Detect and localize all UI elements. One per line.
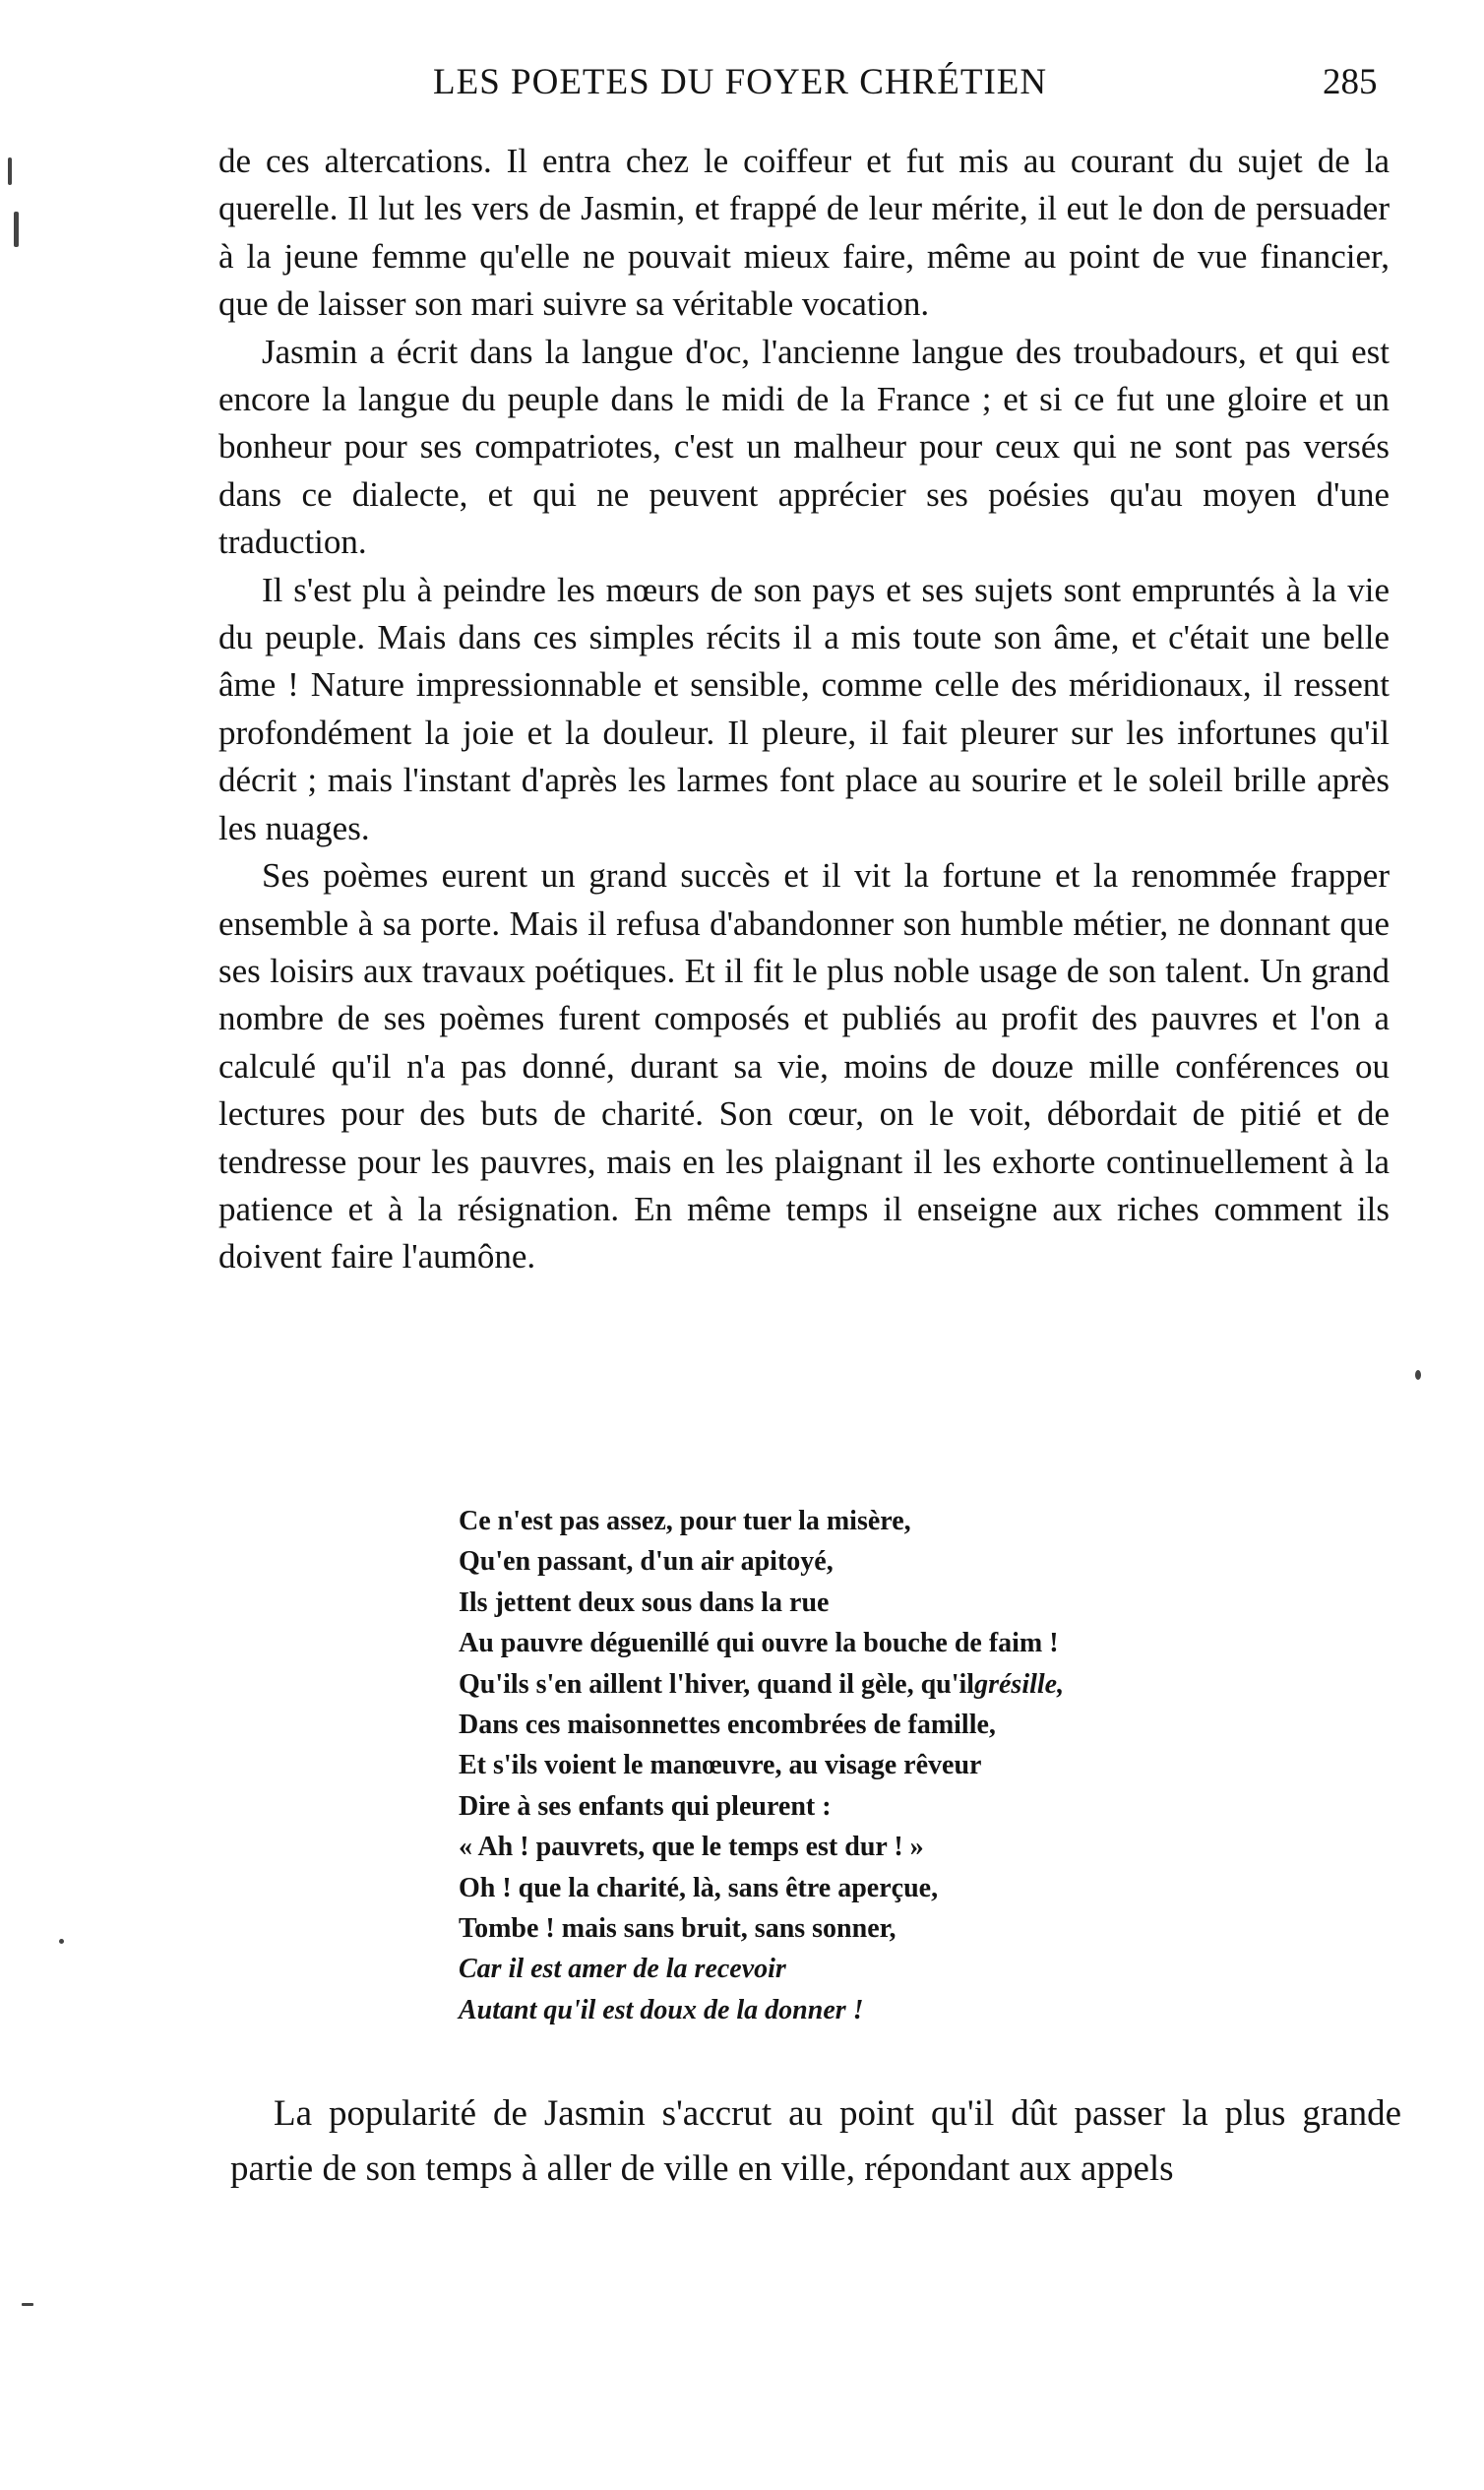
poem-line: Ils jettent deux sous dans la rue: [459, 1587, 830, 1618]
paragraph-popularite: La popularité de Jasmin s'accrut au point qu'il dût passer la plus grande partie de son temps à aller de ville en ville, répondant aux appels: [230, 2093, 1401, 2189]
poem-line: [459, 1664, 1246, 1705]
poem-line: Tombe ! mais sans bruit, sans sonner,: [459, 1913, 897, 1945]
scan-speck: [22, 2303, 33, 2306]
paragraph-langue-doc: Jasmin a écrit dans la langue d'oc, l'ancienne langue des troubadours, et qui est encore la langue du peuple dans le midi de la France ; et si ce fut une gloire et un bonheur pour ses compatriotes, c'est un malheur pour ceux qui ne sont pas versés dans ce dialecte, et qui ne peuvent apprécier ses poésies qu'au moyen d'une traduction.: [218, 332, 1390, 562]
scan-speck: [8, 157, 12, 185]
poem-line: Car il est amer de la recevoir: [459, 1954, 786, 1985]
poem-quotation: [459, 1501, 1246, 2030]
page-number: 285: [1323, 62, 1378, 102]
running-title: LES POETES DU FOYER CHRÉTIEN: [433, 62, 1048, 102]
poem-line: Ce n'est pas assez, pour tuer la misère,: [459, 1506, 911, 1536]
poem-line: Qu'en passant, d'un air apitoyé,: [459, 1546, 834, 1578]
poem-line: Dire à ses enfants qui pleurent :: [459, 1790, 832, 1822]
paragraph-continuation: de ces altercations. Il entra chez le coiffeur et fut mis au courant du sujet de la querelle. Il lut les vers de Jasmin, et frappé de leur mérite, il eut le don de persuader à la jeune femme qu'elle ne pouvait mieux faire, même au point de vue financier, que de laisser son mari suivre sa véritable vocation.: [218, 142, 1390, 324]
poem-line: Oh ! que la charité, là, sans être aperçue,: [459, 1872, 939, 1903]
scan-speck: [14, 212, 19, 247]
poem-line: Au pauvre déguenillé qui ouvre la bouche de faim !: [459, 1628, 1059, 1659]
scan-speck: [59, 1939, 64, 1944]
poem-line-text: Qu'ils s'en aillent l'hiver, quand il gèle, qu'il: [459, 1668, 975, 1700]
closing-text: [230, 2086, 1401, 2197]
poem-italic-word: grésille,: [974, 1668, 1065, 1700]
body-text: [218, 138, 1390, 1281]
poem-line: Et s'ils voient le manœuvre, au visage rêveur: [459, 1750, 982, 1781]
poem-line: Autant qu'il est doux de la donner !: [459, 1994, 864, 2025]
scan-speck: [1415, 1370, 1421, 1380]
paragraph-succes: Ses poèmes eurent un grand succès et il vit la fortune et la renommée frapper ensemble à sa porte. Mais il refusa d'abandonner son humble métier, ne donnant que ses loisirs aux travaux poétiques. Et il fit le plus noble usage de son talent. Un grand nombre de ses poèmes furent composés et publiés au profit des pauvres et l'on a calculé qu'il n'a pas donné, durant sa vie, moins de douze mille conférences ou lectures pour des buts de charité. Son cœur, on le voit, débordait de pitié et de tendresse pour les pauvres, mais en les plaignant il les exhorte continuellement à la patience et à la résignation. En même temps il enseigne aux riches comment ils doivent faire l'aumône.: [218, 856, 1390, 1276]
poem-line: Dans ces maisonnettes encombrées de famille,: [459, 1710, 996, 1741]
paragraph-moeurs: Il s'est plu à peindre les mœurs de son pays et ses sujets sont empruntés à la vie du peuple. Mais dans ces simples récits il a mis toute son âme, et c'était une belle âme ! Nature impressionnable et sensible, comme celle des méridionaux, il ressent profondément la joie et la douleur. Il pleure, il fait pleurer sur les infortunes qu'il décrit ; mais l'instant d'après les larmes font place au sourire et le soleil brille après les nuages.: [218, 570, 1390, 847]
poem-line: « Ah ! pauvrets, que le temps est dur ! »: [459, 1832, 924, 1863]
